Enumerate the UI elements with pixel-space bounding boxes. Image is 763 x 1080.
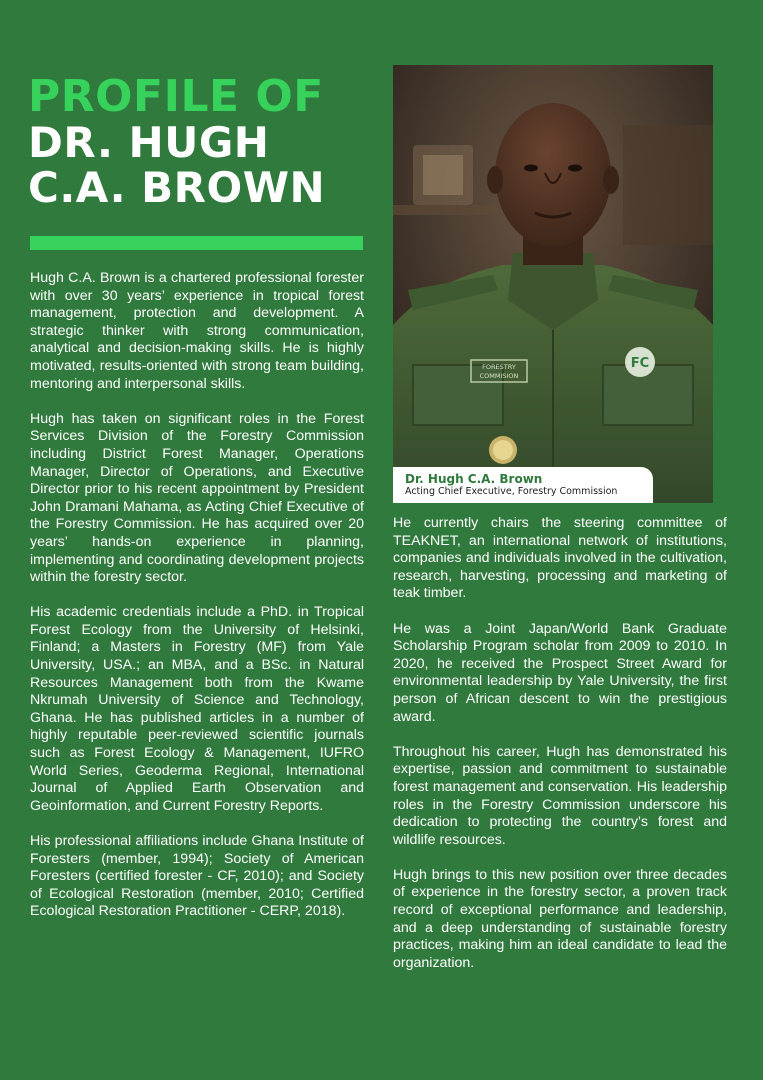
right-text-column [393,515,727,990]
bio-paragraph-academics: His academic credentials include a PhD. in Tropical Forest Ecology from the University of Helsinki, Finland; a Masters in Forestry (MF) from Yale University, USA.; an MBA, and a BSc. in Natural Resources Management both from the Kwame Nkrumah University of Science and Technology, Ghana. He has published articles in a number of highly reputable peer-reviewed scientific journals such as Forest Ecology & Management, IUFRO World Series, Geoderma Regional, International Journal of Applied Earth Observation and Geoinformation, and Current Forestry Reports. [30,604,364,814]
caption-name: Dr. Hugh C.A. Brown [405,472,543,486]
badge-text-line1: FORESTRY [482,363,516,371]
bio-paragraph-closing: Hugh brings to this new position over three decades of experience in the forestry sector, a proven track record of exceptional performance and leadership, and a deep understanding of sustainable forestry practices, making him an ideal candidate to lead the organization. [393,866,727,971]
badge-text-line2: COMMISION [479,372,519,380]
profile-title [28,71,368,212]
title-profile-of: PROFILE OF [28,71,324,122]
photo-caption [393,467,653,503]
bio-paragraph-roles: Hugh has taken on significant roles in the Forest Services Division of the Forestry Commission including District Forest Manager, Operations Manager, Director of Operations, and Executive Director prior to his recent appointment by President John Dramani Mahama, as Acting Chief Executive of the Forestry Commission. He has acquired over 20 years’ hands-on experience in planning, implementing and coordinating development projects within the forestry sector. [30,410,364,586]
bio-paragraph-teaknet: He currently chairs the steering committee of TEAKNET, an international network of institutions, companies and individuals involved in the cultivation, research, harvesting, processing and marketing of teak timber. [393,515,727,602]
portrait-photo [393,65,713,503]
bio-paragraph-career: Throughout his career, Hugh has demonstrated his expertise, passion and commitment to sustainable forest management and conservation. His leadership roles in the Forestry Commission underscore his dedication to protecting the country’s forest and wildlife resources. [393,743,727,848]
title-name-line1: DR. HUGH [28,118,270,167]
caption-role: Acting Chief Executive, Forestry Commission [405,486,618,497]
bio-paragraph-affiliations: His professional affiliations include Ghana Institute of Foresters (member, 1994); Society of American Foresters (certified forester - CF, 2010); and Society of Ecological Restoration (member, 2010; Certified Ecological Restoration Practitioner - CERP, 2018). [30,833,364,920]
left-text-column [30,270,364,939]
title-name-line2: C.A. BROWN [28,163,326,212]
forestry-commission-logo-icon [625,347,655,377]
bio-paragraph-awards: He was a Joint Japan/World Bank Graduate Scholarship Program scholar from 2009 to 2010. In 2020, he received the Prospect Street Award for environmental leadership by Yale University, the first person of African descent to win the prestigious award. [393,620,727,725]
bio-paragraph-intro: Hugh C.A. Brown is a chartered professional forester with over 30 years’ experience in tropical forest management, protection and development. A strategic thinker with strong communication, analytical and decision-making skills. He is highly motivated, results-oriented with strong team building, mentoring and interpersonal skills. [30,270,364,392]
title-underline-bar [30,236,363,250]
portrait-illustration [393,65,713,503]
logo-text: FC [630,356,650,371]
